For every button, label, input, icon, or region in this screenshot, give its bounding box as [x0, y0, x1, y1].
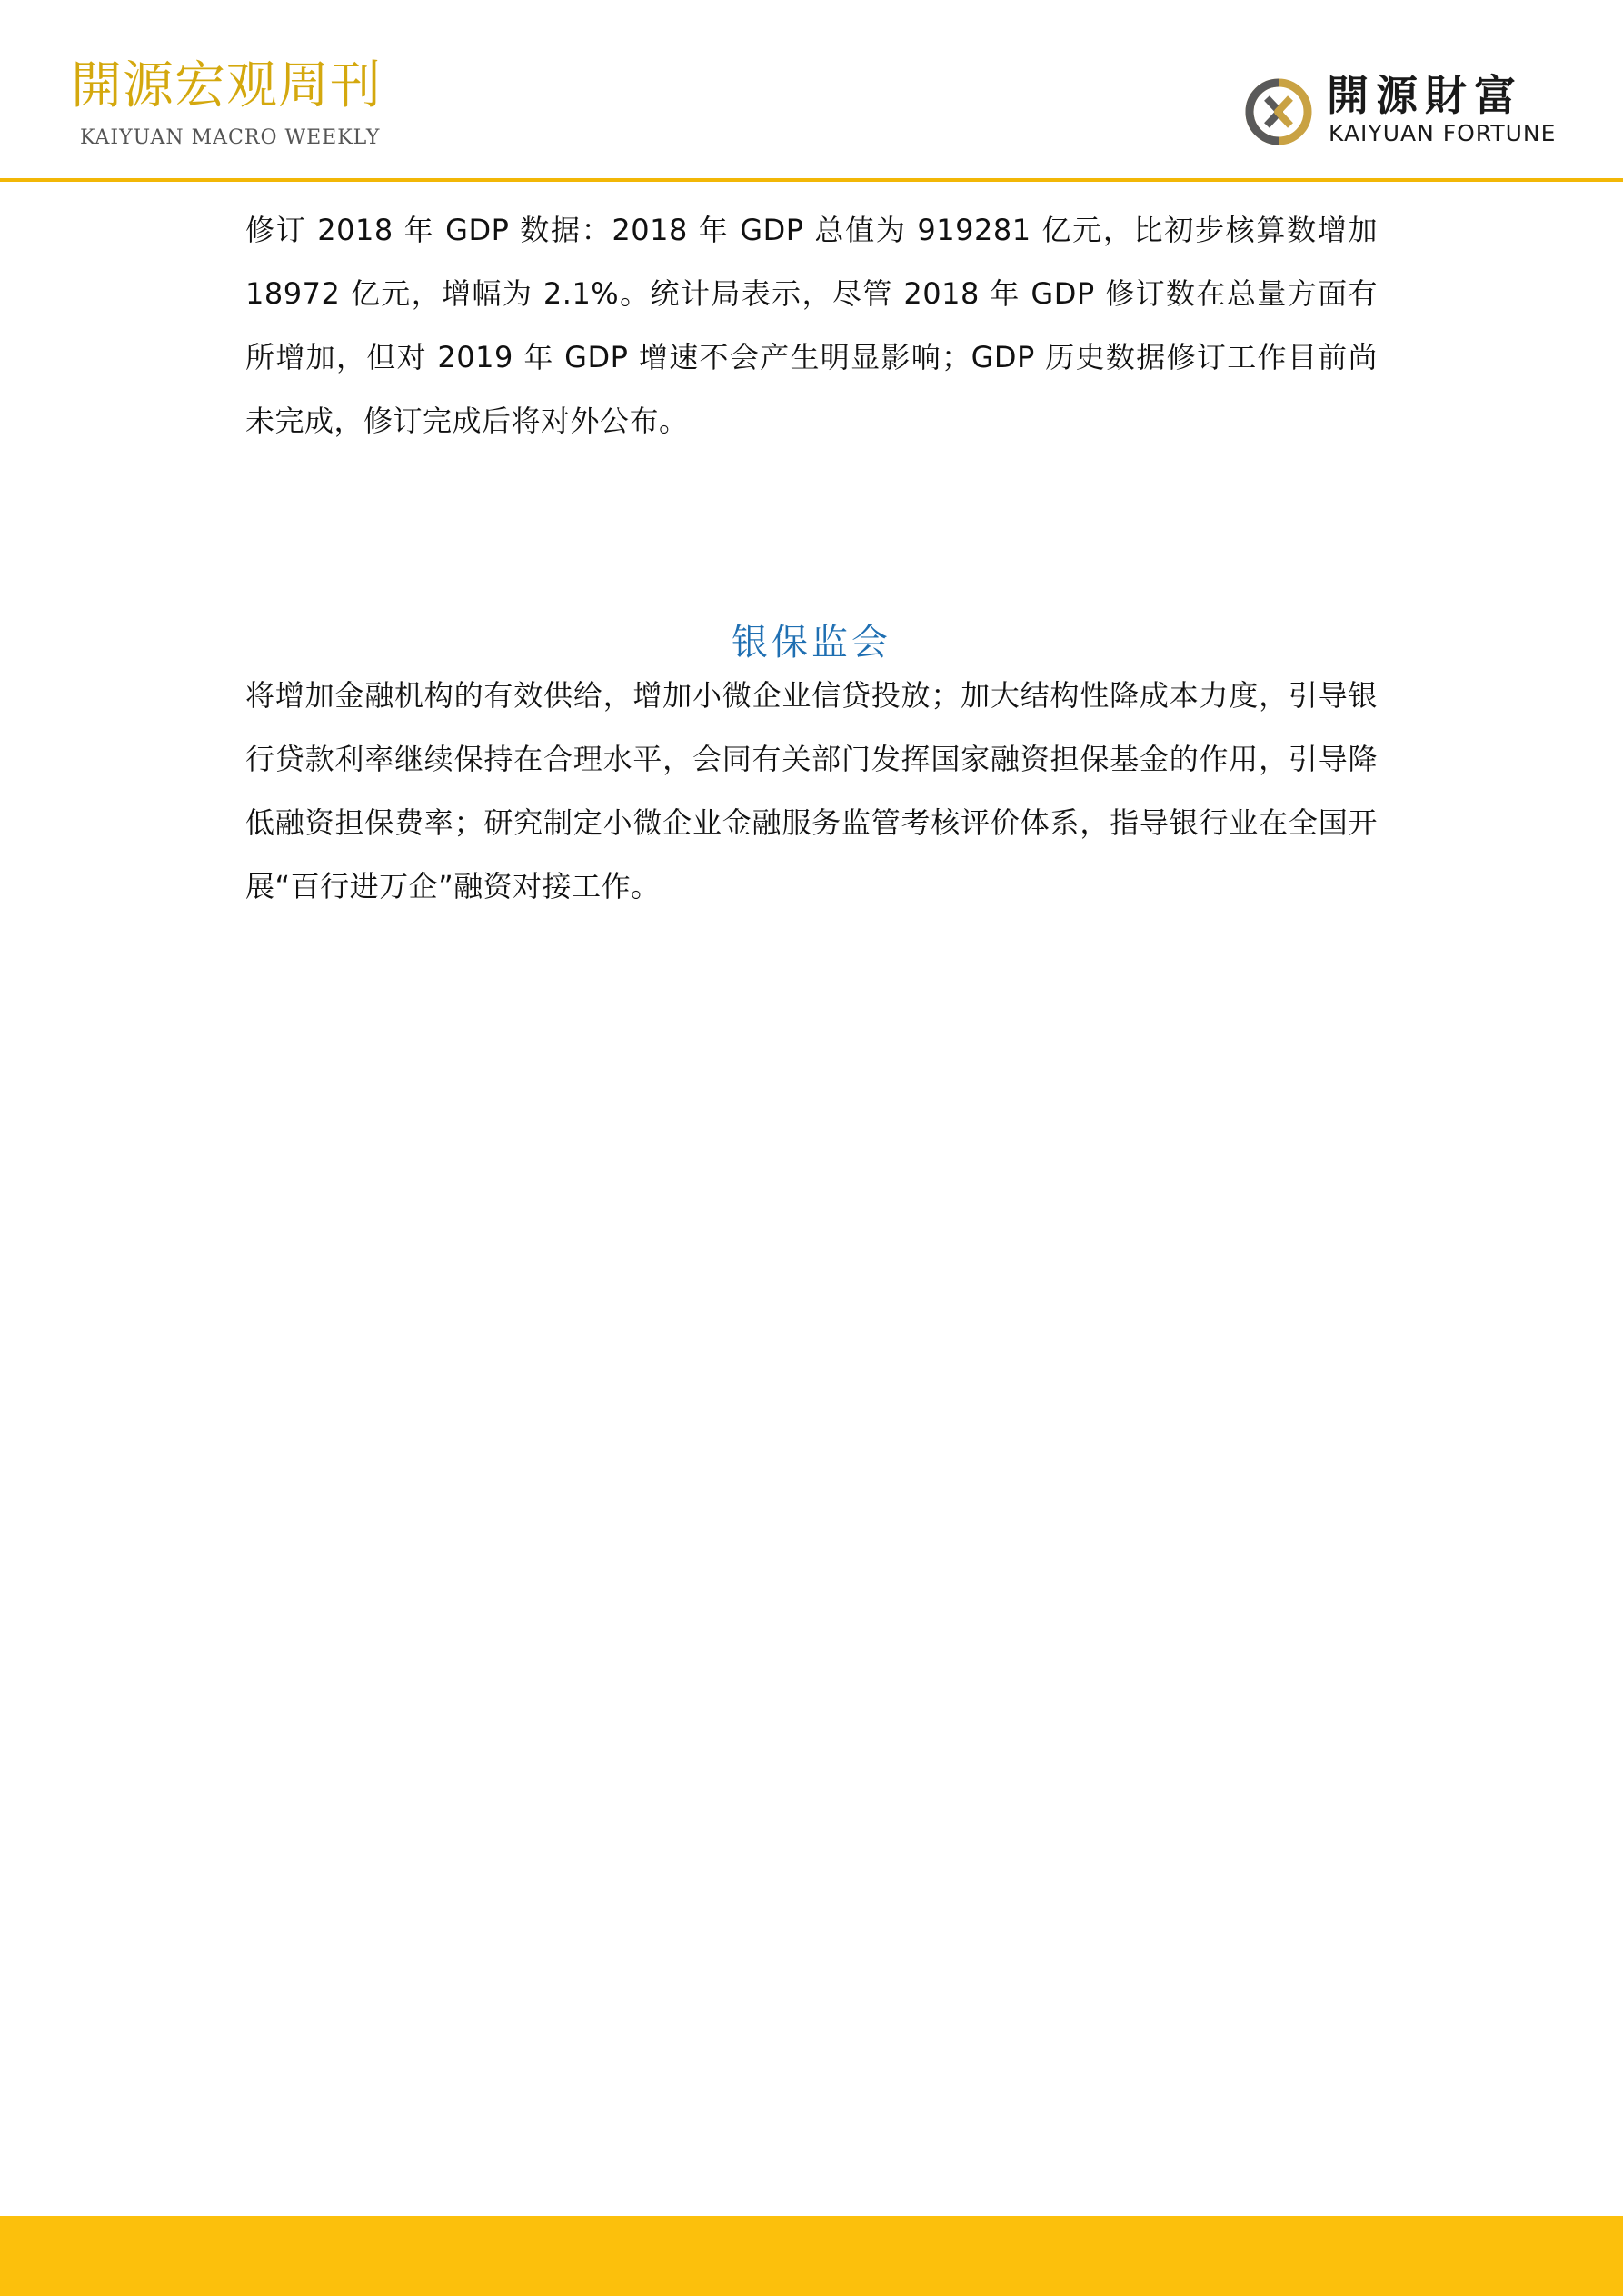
logo-name-cn: 開源財富 — [1327, 71, 1523, 120]
cbirc-paragraph: 将增加金融机构的有效供给，增加小微企业信贷投放；加大结构性降成本力度，引导银行贷款利率继续保持在合理水平，会同有关部门发挥国家融资担保基金的作用，引导降低融资担保费率；研究制定小微企业金融服务监管考核评价体系，指导银行业在全国开展“百行进万企”融资对接工作。 — [245, 678, 1378, 903]
logo-name-en: KAIYUAN FORTUNE — [1329, 120, 1557, 146]
page-header — [0, 0, 1623, 180]
section-title-cbirc: 银保监会 — [732, 622, 891, 664]
publication-subtitle: KAIYUAN MACRO WEEKLY — [80, 126, 381, 149]
publication-title: 開源宏观周刊 — [71, 56, 382, 115]
section-cbirc — [245, 664, 1378, 918]
section-gdp-revision — [245, 198, 1378, 453]
kaiyuan-fortune-logo — [1243, 73, 1561, 151]
gdp-revision-paragraph: 修订 2018 年 GDP 数据：2018 年 GDP 总值为 919281 亿元，比初步核算数增加 18972 亿元，增幅为 2.1%。统计局表示，尽管 2018 年 GDP 修订数在总量方面有所增加，但对 2019 年 GDP 增速不会产生明显影响；GDP 历史数据修订工作目前尚未完成，修订完成后将对外公布。 — [245, 213, 1378, 438]
kaiyuan-logo-mark-icon — [1243, 76, 1314, 147]
header-divider — [0, 178, 1623, 182]
page-footer-bar — [0, 2216, 1623, 2296]
